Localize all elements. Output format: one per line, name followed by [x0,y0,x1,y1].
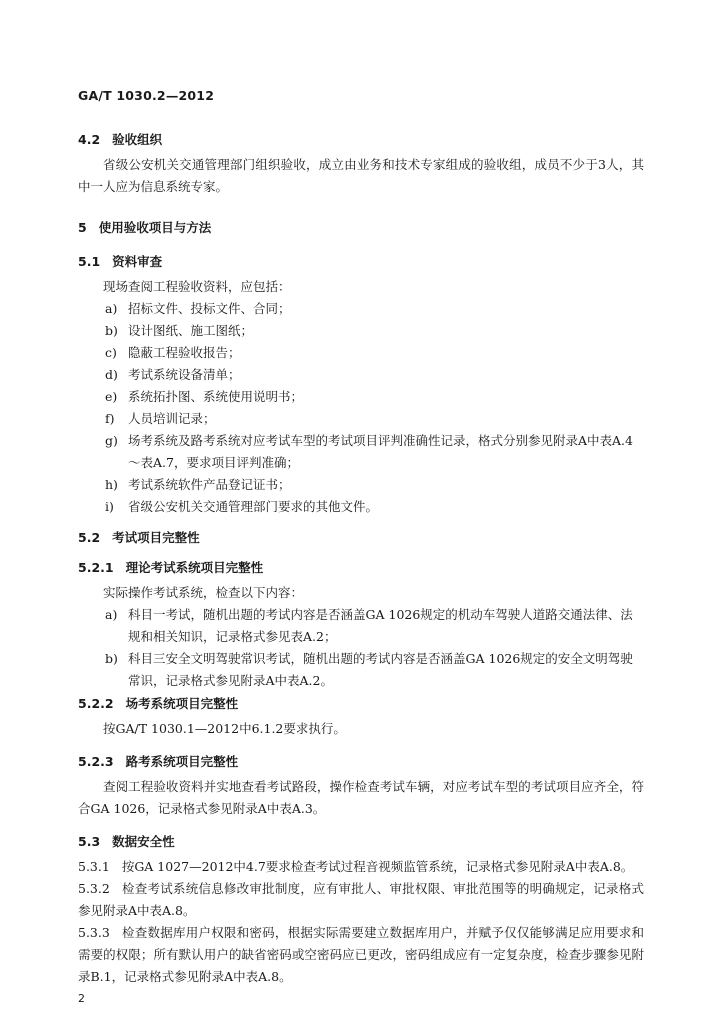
paragraph-4-2: 省级公安机关交通管理部门组织验收，成立由业务和技术专家组成的验收组，成员不少于3人，其中一人应为信息系统专家。 [78,157,644,194]
section-number: 5.2.3 [78,754,114,769]
heading-5-1 [78,252,162,270]
list-item-label: c) [105,345,117,360]
list-item-text: 招标文件、投标文件、合同； [128,301,291,316]
paragraph-5-1-intro: 现场查阅工程验收资料，应包括： [103,279,291,294]
heading-5-2 [78,528,200,546]
section-number: 5.3 [78,834,101,849]
list-item-label: b) [105,651,118,666]
list-item-label: e) [105,389,118,404]
page-number: 2 [78,992,85,1005]
list-item-label: d) [105,367,118,382]
list-item-text: 设计图纸、施工图纸； [128,323,254,338]
heading-4-2 [78,130,162,148]
clause-number: 5.3.3 [78,925,110,940]
list-item-text: 科目三安全文明驾驶常识考试，随机出题的考试内容是否涵盖GA 1026规定的安全文明驾驶常识，记录格式参见附录A中表A.2。 [128,651,633,688]
clause-number: 5.3.1 [78,859,110,874]
section-number: 5.2.1 [78,560,114,575]
clause-5-3-1 [78,856,644,878]
list-item-label: i) [105,499,114,514]
list-item-label: a) [105,607,118,622]
heading-5-2-1 [78,558,263,576]
heading-5-2-2 [78,694,238,712]
clause-text: 按GA 1027—2012中4.7要求检查考试过程音视频监管系统，记录格式参见附录A中表A.8。 [121,859,634,874]
list-item-label: b) [105,323,118,338]
list-item-text: 系统拓扑图、系统使用说明书； [128,389,304,404]
list-item-text: 考试系统设备清单； [128,367,241,382]
clause-5-3-2 [78,878,644,922]
list-item-text: 考试系统软件产品登记证书； [128,477,291,492]
standard-code-header: GA/T 1030.2—2012 [78,88,215,103]
list-item-text: 隐蔽工程验收报告； [128,345,241,360]
list-item-label: h) [105,477,118,492]
list-item-text: 场考系统及路考系统对应考试车型的考试项目评判准确性记录，格式分别参见附录A中表A.4～表A.7，要求项目评判准确； [128,433,633,470]
list-item-label: g) [105,433,118,448]
section-title: 考试项目完整性 [112,530,200,545]
heading-5-2-3 [78,752,238,770]
list-item-text: 科目一考试，随机出题的考试内容是否涵盖GA 1026规定的机动车驾驶人道路交通法律、法规和相关知识，记录格式参见表A.2； [128,607,633,644]
section-number: 5.2.2 [78,696,114,711]
clause-5-3-3 [78,922,644,988]
clause-text: 检查数据库用户权限和密码，根据实际需要建立数据库用户，并赋予仅仅能够满足应用要求和需要的权限；所有默认用户的缺省密码或空密码应已更改，密码组成应有一定复杂度，检查步骤参见附录B.1，记录格式参见附录A中表A.8。 [78,925,644,984]
section-title: 路考系统项目完整性 [125,754,239,769]
section-number: 5.2 [78,530,101,545]
list-item-label: a) [105,301,118,316]
paragraph-5-2-2: 按GA/T 1030.1—2012中6.1.2要求执行。 [103,721,346,736]
heading-5-3 [78,832,175,850]
clause-number: 5.3.2 [78,881,110,896]
section-title: 验收组织 [112,132,163,147]
section-title: 资料审查 [112,254,163,269]
paragraph-5-2-3: 查阅工程验收资料并实地查看考试路段，操作检查考试车辆，对应考试车型的考试项目应齐全，符合GA 1026，记录格式参见附录A中表A.3。 [78,779,644,816]
paragraph-5-2-1-intro: 实际操作考试系统，检查以下内容： [103,585,304,600]
list-item-text: 省级公安机关交通管理部门要求的其他文件。 [128,499,379,514]
section-number: 5 [78,220,87,235]
clause-text: 检查考试系统信息修改审批制度，应有审批人、审批权限、审批范围等的明确规定，记录格式参见附录A中表A.8。 [78,881,644,918]
list-item-label: f) [105,411,115,426]
section-number: 5.1 [78,254,101,269]
section-number: 4.2 [78,132,101,147]
section-title: 理论考试系统项目完整性 [125,560,264,575]
section-title: 场考系统项目完整性 [125,696,239,711]
section-title: 使用验收项目与方法 [98,220,212,235]
heading-5 [78,218,211,236]
section-title: 数据安全性 [112,834,175,849]
list-item-text: 人员培训记录； [128,411,216,426]
